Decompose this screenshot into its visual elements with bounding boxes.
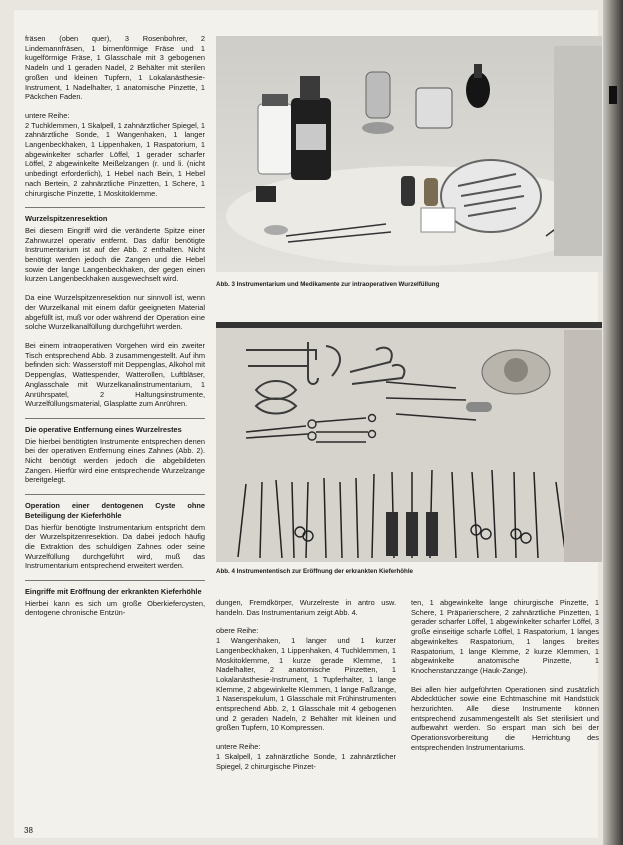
paragraph: Bei diesem Eingriff wird die veränderte Spitze einer Zahnwurzel operativ entfernt. Das dafür benötigte Instrumentarium ist auf der Abb. 2 enthalten. Nicht benötigt werden jedoch die Zangen und die Hebel sowie der lange Langenbeckhaken, der gegen einen kurzen Langenbeckhaken ausgewechselt wird. — [25, 225, 205, 284]
paragraph: Bei allen hier aufgeführten Operationen sind zusätzlich Abdecktücher sowie eine Echtmaschine mit Handstück herzurichten. Alle diese Instrumente können entsprechend zusammengestellt als Set sterilisiert und aufbewahrt werden. So erspart man sich bei der Operationsvorbereitung die Herrichtung des entsprechenden Instrumentariums. — [411, 684, 599, 752]
paragraph: Da eine Wurzelspitzenresektion nur sinnvoll ist, wenn der Wurzelkanal mit einem dafür geeigneten Material abgefüllt ist, muß vor oder während der Operation eine solche Wurzelkanalfüllung durchgeführt werden. — [25, 293, 205, 332]
page-edge-marker — [609, 86, 617, 104]
figure-4-photo — [216, 322, 602, 562]
column1-intro: fräsen (oben quer), 3 Rosenbohrer, 2 Lindemannfräsen, 1 birnenförmige Fräse und 1 kugelförmige Fräse, 1 Glasschale mit 3 gebogenen Nadeln und 1 geraden Nadel, 2 Behälter mit sterilen großen und kleinen Tupfern, 1 Lokalanästhesie-Instrument, 1 Nadelhalter, 1 anatomische Pinzette, 1 Päckchen Faden. — [25, 34, 205, 102]
upper-row-text: 1 Wangenhaken, 1 langer und 1 kurzer Langenbeckhaken, 1 Lippenhaken, 4 Tuchklemmen, 1 Moskitoklemme, 1 kurze gerade Klemme, 1 Nadelhalter, 2 anatomische Pinzetten, 1 Lokalanästhesie-Instrument, 1 Tupferhalter, 1 lange Klemme, 2 abgewinkelte Klemmen, 1 lange Faßzange, 1 Nasenspekulum, 1 Glasschale mit Frühinstrumenten entsprechend Abb. 2, 1 Glasschale mit 4 gebogenen und 2 geraden Nadeln, 2 Behälter mit kleinen und großen Tupfern, 10 Kompressen. — [216, 636, 396, 733]
paragraph: dungen, Fremdkörper, Wurzelreste in antro usw. handeln. Das Instrumentarium zeigt Abb. 4. — [216, 598, 396, 617]
figure-4-caption: Abb. 4 Instrumententisch zur Eröffnung der erkrankten Kieferhöhle — [216, 568, 413, 575]
lower-row-text: 1 Skalpell, 1 zahnärztliche Sonde, 1 zahnärztlicher Spiegel, 2 chirurgische Pinzet- — [216, 751, 396, 771]
paragraph: ten, 1 abgewinkelte lange chirurgische Pinzette, 1 Schere, 1 Präparierschere, 2 zahnärztliche Pinzetten, 1 gerader scharfer Löffel, 1 abgewinkelter scharfer Löffel, 3 große einseitige scharfe Löffel, 1 Raspatorium, 1 langes abgewinkeltes Raspatorium, 1 langes breites Raspatorium, 1 lange Klemme, 2 kurze Klemmen, 1 abgewinkelte anatomische Pinzette, 1 Knochenstanzzange (Hauk-Zange). — [411, 598, 599, 675]
heading-cyste: Operation einer dentogenen Cyste ohne Beteiligung der Kieferhöhle — [25, 501, 205, 520]
heading-wurzelrest: Die operative Entfernung eines Wurzelrestes — [25, 424, 182, 434]
paragraph: Bei einem intraoperativen Vorgehen wird ein zweiter Tisch entsprechend Abb. 3 zusammengestellt. Auf ihm befinden sich: Wasserstoff mit Deppenglas, Alkohol mit Deppenglas, Wattespender, Watterollen, Luftbläser, Anglasschale mit Wurzelkanalinstrumentarium, 1 Anrührspatel, 2 Haltungsinstrumente, Wurzelfüllungsmaterial, Glasplatte zum Anrühren. — [25, 340, 205, 409]
text-column-3 — [411, 598, 599, 762]
adjacent-page-edge — [603, 0, 623, 845]
figure-3-caption: Abb. 3 Instrumentarium und Medikamente zur intraoperativen Wurzelfüllung — [216, 281, 440, 288]
heading-kieferhoehle: Eingriffe mit Eröffnung der erkrankten Kieferhöhle — [25, 587, 202, 597]
divider — [25, 494, 205, 495]
page-number: 38 — [24, 826, 33, 835]
paragraph: Die hierbei benötigten Instrumente entsprechen denen bei der operativen Entfernung eines Zahnes (Abb. 2). Nicht benötigt werden jedoch die abgebildeten Zangen. Hierfür wird eine entsprechende Wurzelzange bereitgelegt. — [25, 436, 205, 485]
heading-wurzelspitzenresektion: Wurzelspitzenresektion — [25, 214, 108, 224]
text-column-2 — [216, 598, 396, 780]
upper-row-label: obere Reihe: — [216, 626, 259, 636]
paragraph: Hierbei kann es sich um große Oberkiefercysten, dentogene chronische Entzün- — [25, 598, 205, 618]
divider — [25, 207, 205, 208]
text-column-1 — [25, 34, 205, 627]
divider — [25, 580, 205, 581]
lower-row-label: untere Reihe: — [216, 742, 261, 752]
paragraph: Das hierfür benötigte Instrumentarium entspricht dem der Wurzelspitzenresektion. Da dabei jedoch häufig die Extraktion des schuldigen Zahnes oder seine Wurzelfüllung durchgeführt wird, muß das Instrumentarium entsprechend erweitert werden. — [25, 522, 205, 571]
figure-3-photo — [216, 36, 602, 272]
lower-row-text: 2 Tuchklemmen, 1 Skalpell, 1 zahnärztlicher Spiegel, 1 zahnärztliche Sonde, 1 Wangenhaken, 1 langer Langenbeckhaken, 1 Lippenhaken, 1 Raspatorium, 1 abgewinkelter scharfer Löffel, 1 gerader scharfer Löffel, 2 abgewinkelte Meißelzangen (r. und li. (nicht unbedingt erforderlich), 1 Hebel nach Bein, 1 Hebel nach Bertein, 2 zahnärztliche Pinzetten, 1 Schere, 1 chirurgische Pinzette, 1 Moskitoklemme. — [25, 120, 205, 198]
lower-row-label: untere Reihe: — [25, 110, 70, 120]
divider — [25, 418, 205, 419]
